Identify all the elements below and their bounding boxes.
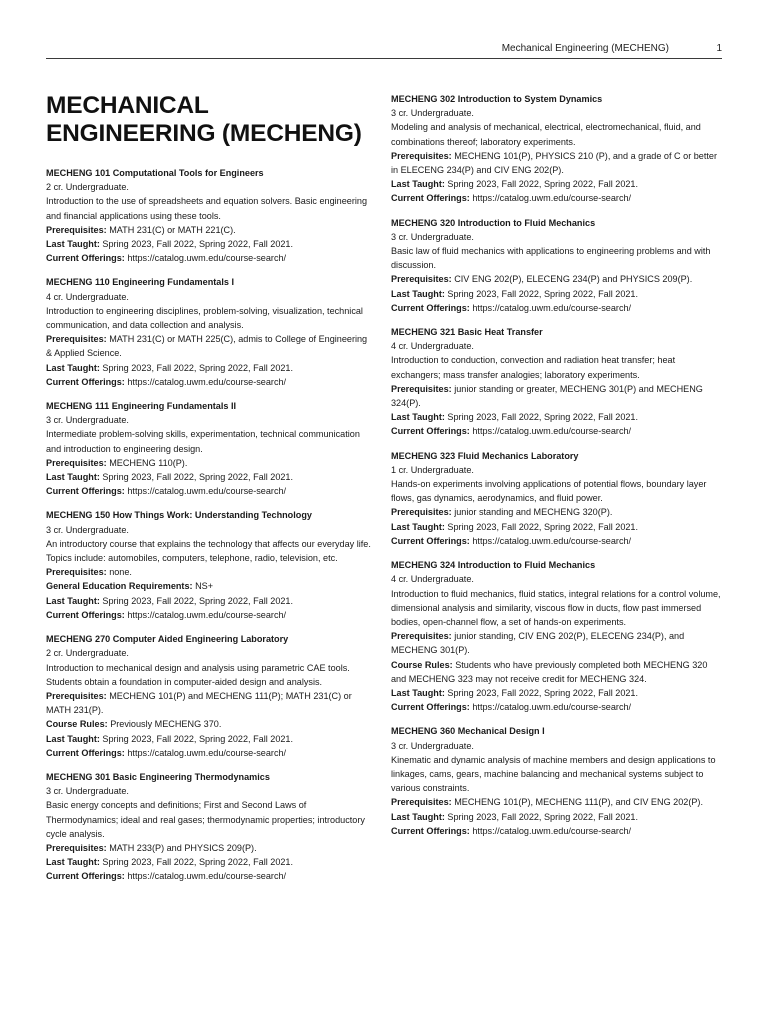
course-rules-label: Course Rules: bbox=[46, 719, 108, 730]
current-offerings-label: Current Offerings: bbox=[46, 486, 125, 497]
course-credits: 4 cr. Undergraduate. bbox=[391, 341, 474, 352]
course-rules bbox=[46, 717, 373, 731]
course-entry-mecheng-111 bbox=[46, 399, 373, 498]
course-current-offerings bbox=[391, 301, 723, 315]
course-entry-mecheng-324 bbox=[391, 558, 723, 714]
course-entry-mecheng-301 bbox=[46, 770, 373, 884]
course-credits: 3 cr. Undergraduate. bbox=[46, 786, 129, 797]
current-offerings-link[interactable]: https://catalog.uwm.edu/course-search/ bbox=[472, 193, 632, 204]
prerequisites-value: CIV ENG 202(P), ELECENG 234(P) and PHYSICS 209(P). bbox=[454, 274, 693, 285]
course-credits: 3 cr. Undergraduate. bbox=[46, 524, 129, 535]
course-current-offerings bbox=[391, 191, 723, 205]
last-taught-label: Last Taught: bbox=[391, 179, 445, 190]
course-current-offerings bbox=[46, 746, 373, 760]
prerequisites-value: MATH 231(C) or MATH 221(C). bbox=[109, 224, 236, 235]
course-rules-value: Previously MECHENG 370. bbox=[110, 719, 222, 730]
course-heading: MECHENG 101 Computational Tools for Engineers bbox=[46, 168, 264, 178]
course-last-taught bbox=[46, 594, 373, 608]
gen-ed-label: General Education Requirements: bbox=[46, 581, 193, 592]
course-description: Introduction to conduction, convection and radiation heat transfer; heat exchangers; mass transfer analogies; laboratory experiments. bbox=[391, 355, 676, 380]
course-current-offerings bbox=[46, 375, 373, 389]
last-taught-value: Spring 2023, Fall 2022, Spring 2022, Fall 2021. bbox=[102, 857, 294, 868]
course-last-taught bbox=[391, 177, 723, 191]
last-taught-value: Spring 2023, Fall 2022, Spring 2022, Fall 2021. bbox=[447, 687, 639, 698]
course-description: Modeling and analysis of mechanical, electrical, electromechanical, fluid, and combinations thereof; laboratory experiments. bbox=[391, 122, 701, 147]
course-entry-mecheng-302 bbox=[391, 92, 723, 206]
prerequisites-label: Prerequisites: bbox=[46, 842, 107, 853]
last-taught-label: Last Taught: bbox=[46, 239, 100, 250]
prerequisites-value: MATH 231(C) or MATH 225(C), admis to College of Engineering & Applied Science. bbox=[46, 334, 368, 359]
course-description: Hands-on experiments involving applications of potential flows, boundary layer flows, gas dynamics, aerodynamics, and fluid power. bbox=[391, 479, 707, 504]
course-entry-mecheng-150 bbox=[46, 508, 373, 622]
course-gen-ed bbox=[46, 579, 373, 593]
last-taught-label: Last Taught: bbox=[46, 733, 100, 744]
course-description: Introduction to the use of spreadsheets and equation solvers. Basic engineering and financial applications using these tools. bbox=[46, 196, 368, 221]
prerequisites-value: none. bbox=[109, 567, 132, 578]
last-taught-value: Spring 2023, Fall 2022, Spring 2022, Fall 2021. bbox=[447, 412, 639, 423]
course-heading: MECHENG 360 Mechanical Design I bbox=[391, 726, 545, 737]
course-heading: MECHENG 323 Fluid Mechanics Laboratory bbox=[391, 450, 579, 461]
current-offerings-label: Current Offerings: bbox=[46, 871, 125, 882]
prerequisites-label: Prerequisites: bbox=[46, 224, 107, 235]
course-credits: 2 cr. Undergraduate. bbox=[46, 648, 129, 659]
current-offerings-label: Current Offerings: bbox=[391, 426, 470, 437]
course-prerequisites bbox=[46, 223, 373, 237]
course-last-taught bbox=[391, 686, 723, 700]
course-credits: 2 cr. Undergraduate. bbox=[46, 182, 129, 193]
current-offerings-label: Current Offerings: bbox=[391, 535, 470, 546]
current-offerings-link[interactable]: https://catalog.uwm.edu/course-search/ bbox=[127, 486, 287, 497]
course-entry-mecheng-101 bbox=[46, 166, 373, 265]
prerequisites-value: MECHENG 101(P), MECHENG 111(P), and CIV ENG 202(P). bbox=[454, 797, 703, 808]
course-prerequisites bbox=[391, 382, 723, 410]
course-heading: MECHENG 324 Introduction to Fluid Mechanics bbox=[391, 560, 596, 571]
prerequisites-label: Prerequisites: bbox=[391, 797, 452, 808]
prerequisites-label: Prerequisites: bbox=[46, 690, 107, 701]
course-credits: 3 cr. Undergraduate. bbox=[391, 231, 474, 242]
course-heading: MECHENG 270 Computer Aided Engineering Laboratory bbox=[46, 634, 289, 645]
prerequisites-label: Prerequisites: bbox=[46, 567, 107, 578]
course-last-taught bbox=[46, 361, 373, 375]
current-offerings-label: Current Offerings: bbox=[391, 193, 470, 204]
current-offerings-label: Current Offerings: bbox=[46, 376, 125, 387]
course-credits: 3 cr. Undergraduate. bbox=[391, 740, 474, 751]
course-prerequisites bbox=[391, 795, 723, 809]
current-offerings-link[interactable]: https://catalog.uwm.edu/course-search/ bbox=[127, 253, 287, 264]
last-taught-label: Last Taught: bbox=[391, 412, 445, 423]
course-heading: MECHENG 111 Engineering Fundamentals II bbox=[46, 401, 237, 412]
course-prerequisites bbox=[391, 629, 723, 657]
course-prerequisites bbox=[46, 841, 373, 855]
course-current-offerings bbox=[391, 534, 723, 548]
current-offerings-link[interactable]: https://catalog.uwm.edu/course-search/ bbox=[127, 747, 287, 758]
current-offerings-label: Current Offerings: bbox=[391, 825, 470, 836]
course-heading: MECHENG 302 Introduction to System Dynamics bbox=[391, 94, 603, 104]
course-credits: 4 cr. Undergraduate. bbox=[46, 291, 129, 302]
course-prerequisites bbox=[46, 689, 373, 717]
prerequisites-value: MECHENG 110(P). bbox=[109, 457, 188, 468]
current-offerings-link[interactable]: https://catalog.uwm.edu/course-search/ bbox=[472, 302, 632, 313]
prerequisites-value: junior standing or greater, MECHENG 301(P) and MECHENG 324(P). bbox=[391, 383, 703, 409]
last-taught-value: Spring 2023, Fall 2022, Spring 2022, Fall 2021. bbox=[102, 595, 294, 606]
course-credits: 4 cr. Undergraduate. bbox=[391, 574, 474, 585]
course-prerequisites bbox=[46, 456, 373, 470]
current-offerings-label: Current Offerings: bbox=[391, 302, 470, 313]
prerequisites-label: Prerequisites: bbox=[391, 631, 452, 642]
course-current-offerings bbox=[391, 824, 723, 838]
course-heading: MECHENG 301 Basic Engineering Thermodynamics bbox=[46, 771, 270, 782]
course-last-taught bbox=[391, 520, 723, 534]
course-entry-mecheng-323 bbox=[391, 449, 723, 548]
course-last-taught bbox=[391, 810, 723, 824]
course-description: Introduction to mechanical design and analysis using parametric CAE tools. Students obtain a foundation in computer-aided design and analysis. bbox=[46, 662, 350, 687]
course-last-taught bbox=[46, 732, 373, 746]
page-title: MECHANICAL ENGINEERING (MECHENG) bbox=[46, 92, 362, 147]
current-offerings-label: Current Offerings: bbox=[46, 747, 125, 758]
prerequisites-value: junior standing and MECHENG 320(P). bbox=[454, 507, 613, 518]
last-taught-value: Spring 2023, Fall 2022, Spring 2022, Fall 2021. bbox=[102, 472, 294, 483]
last-taught-label: Last Taught: bbox=[46, 595, 100, 606]
course-prerequisites bbox=[46, 332, 373, 360]
prerequisites-label: Prerequisites: bbox=[46, 457, 107, 468]
page-number: 1 bbox=[716, 43, 722, 54]
prerequisites-label: Prerequisites: bbox=[391, 507, 452, 518]
course-description: Basic energy concepts and definitions; First and Second Laws of Thermodynamics; ideal and real gases; thermodynamic properties; introductory cycle analysis. bbox=[46, 800, 365, 839]
last-taught-value: Spring 2023, Fall 2022, Spring 2022, Fall 2021. bbox=[102, 239, 294, 250]
last-taught-label: Last Taught: bbox=[391, 521, 445, 532]
last-taught-value: Spring 2023, Fall 2022, Spring 2022, Fall 2021. bbox=[447, 811, 639, 822]
course-entry-mecheng-360 bbox=[391, 724, 723, 838]
last-taught-label: Last Taught: bbox=[391, 811, 445, 822]
current-offerings-label: Current Offerings: bbox=[46, 253, 125, 264]
course-heading: MECHENG 150 How Things Work: Understanding Technology bbox=[46, 510, 312, 521]
last-taught-label: Last Taught: bbox=[46, 472, 100, 483]
course-heading: MECHENG 110 Engineering Fundamentals I bbox=[46, 277, 234, 288]
course-credits: 3 cr. Undergraduate. bbox=[46, 415, 129, 426]
course-current-offerings bbox=[46, 251, 373, 265]
last-taught-label: Last Taught: bbox=[46, 362, 100, 373]
prerequisites-label: Prerequisites: bbox=[391, 274, 452, 285]
last-taught-label: Last Taught: bbox=[46, 857, 100, 868]
current-offerings-link[interactable]: https://catalog.uwm.edu/course-search/ bbox=[472, 535, 632, 546]
prerequisites-value: junior standing, CIV ENG 202(P), ELECENG 234(P), and MECHENG 301(P). bbox=[391, 631, 685, 656]
course-description: Introduction to engineering disciplines, problem-solving, visualization, technical communication, and data collection and analysis. bbox=[46, 305, 363, 331]
course-heading: MECHENG 321 Basic Heat Transfer bbox=[391, 327, 543, 338]
course-rules-value: Students who have previously completed both MECHENG 320 and MECHENG 323 may not receive credit for MECHENG 324. bbox=[391, 659, 708, 684]
course-entry-mecheng-110 bbox=[46, 275, 373, 389]
course-last-taught bbox=[46, 855, 373, 869]
last-taught-label: Last Taught: bbox=[391, 687, 445, 698]
prerequisites-value: MATH 233(P) and PHYSICS 209(P). bbox=[109, 842, 257, 853]
last-taught-value: Spring 2023, Fall 2022, Spring 2022, Fall 2021. bbox=[102, 362, 294, 373]
course-credits: 1 cr. Undergraduate. bbox=[391, 464, 474, 475]
current-offerings-link[interactable]: https://catalog.uwm.edu/course-search/ bbox=[472, 426, 632, 437]
current-offerings-link[interactable]: https://catalog.uwm.edu/course-search/ bbox=[127, 609, 287, 620]
course-description: Introduction to fluid mechanics, fluid statics, integral relations for a control volume, dimensional analysis and similarity, viscous flow in ducts, flow past immersed bodies, open-channel flow, a set of hands-on experiments. bbox=[391, 588, 721, 627]
course-last-taught bbox=[391, 287, 723, 301]
prerequisites-value: MECHENG 101(P), PHYSICS 210 (P), and a grade of C or better in ELECENG 234(P) and CIV ENG 202(P). bbox=[391, 150, 718, 176]
course-rules bbox=[391, 658, 723, 686]
current-offerings-label: Current Offerings: bbox=[46, 609, 125, 620]
course-description: An introductory course that explains the technology that affects our everyday life. Topics include: automobiles, computers, telephone, radio, television, etc. bbox=[46, 538, 371, 564]
course-prerequisites bbox=[46, 565, 373, 579]
last-taught-value: Spring 2023, Fall 2022, Spring 2022, Fall 2021. bbox=[447, 179, 639, 190]
course-current-offerings bbox=[46, 869, 373, 883]
course-last-taught bbox=[46, 470, 373, 484]
course-entry-mecheng-321 bbox=[391, 325, 723, 439]
right-column bbox=[391, 92, 723, 848]
course-last-taught bbox=[391, 410, 723, 424]
current-offerings-link[interactable]: https://catalog.uwm.edu/course-search/ bbox=[472, 825, 632, 836]
current-offerings-link[interactable]: https://catalog.uwm.edu/course-search/ bbox=[127, 871, 287, 882]
gen-ed-value: NS+ bbox=[195, 581, 214, 592]
course-current-offerings bbox=[46, 484, 373, 498]
last-taught-value: Spring 2023, Fall 2022, Spring 2022, Fall 2021. bbox=[447, 288, 639, 299]
course-entry-mecheng-270 bbox=[46, 632, 373, 760]
prerequisites-value: MECHENG 101(P) and MECHENG 111(P); MATH 231(C) or MATH 231(P). bbox=[46, 690, 352, 716]
last-taught-value: Spring 2023, Fall 2022, Spring 2022, Fall 2021. bbox=[102, 733, 294, 744]
course-description: Kinematic and dynamic analysis of machine members and design applications to linkages, cams, gears, machine balancing and mechanical systems subject to various constraints. bbox=[391, 754, 716, 794]
prerequisites-label: Prerequisites: bbox=[391, 383, 452, 394]
header-title: Mechanical Engineering (MECHENG) bbox=[501, 43, 669, 54]
prerequisites-label: Prerequisites: bbox=[391, 150, 452, 161]
course-entry-mecheng-320 bbox=[391, 216, 723, 315]
course-rules-label: Course Rules: bbox=[391, 659, 453, 670]
course-prerequisites bbox=[391, 505, 723, 519]
course-current-offerings bbox=[391, 424, 723, 438]
course-credits: 3 cr. Undergraduate. bbox=[391, 108, 474, 119]
course-heading: MECHENG 320 Introduction to Fluid Mechanics bbox=[391, 217, 596, 228]
course-last-taught bbox=[46, 237, 373, 251]
last-taught-label: Last Taught: bbox=[391, 288, 445, 299]
current-offerings-link[interactable]: https://catalog.uwm.edu/course-search/ bbox=[127, 376, 287, 387]
course-description: Basic law of fluid mechanics with applications to engineering problems and with discussion. bbox=[391, 246, 711, 271]
prerequisites-label: Prerequisites: bbox=[46, 334, 107, 345]
running-header bbox=[46, 40, 722, 59]
left-column bbox=[46, 92, 373, 894]
course-prerequisites bbox=[391, 149, 723, 177]
course-description: Intermediate problem-solving skills, experimentation, technical communication and introduction to engineering design. bbox=[46, 429, 360, 454]
course-current-offerings bbox=[46, 608, 373, 622]
current-offerings-label: Current Offerings: bbox=[391, 702, 470, 713]
course-current-offerings bbox=[391, 700, 723, 714]
last-taught-value: Spring 2023, Fall 2022, Spring 2022, Fall 2021. bbox=[447, 521, 639, 532]
course-prerequisites bbox=[391, 272, 723, 286]
current-offerings-link[interactable]: https://catalog.uwm.edu/course-search/ bbox=[472, 702, 632, 713]
